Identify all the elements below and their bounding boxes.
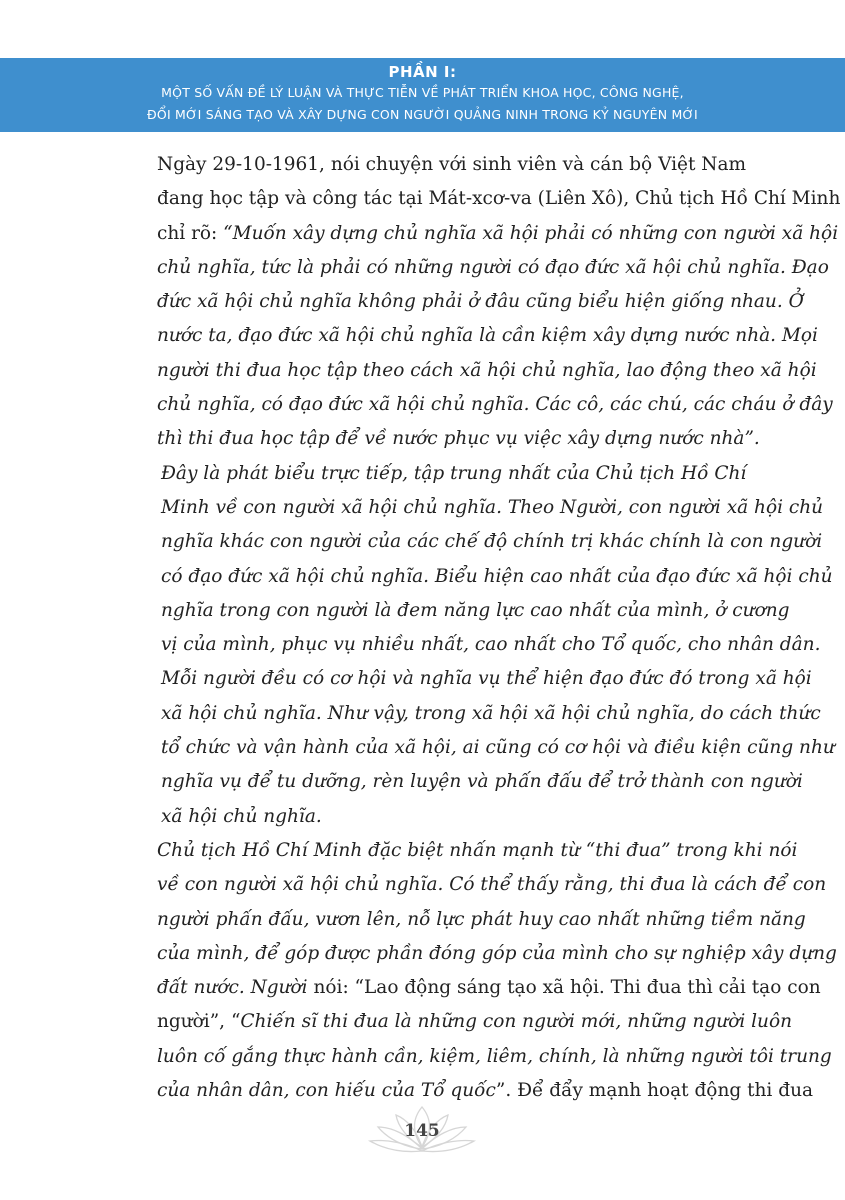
text-line [113,217,839,251]
paragraph-3 [113,834,837,1108]
page-number: 145 [404,1121,440,1141]
text-line: đức xã hội chủ nghĩa không phải ở đâu cũng biểu hiện giống nhau. Ở [157,291,804,313]
text-run: người”, “ [157,1011,241,1033]
section-header [0,58,845,132]
text-line: có đạo đức xã hội chủ nghĩa. Biểu hiện cao nhất của đạo đức xã hội chủ [161,565,833,587]
text-run: ”. Để đẩy mạnh hoạt động thi đua [495,1080,814,1102]
text-line: người thi đua học tập theo cách xã hội chủ nghĩa, lao động theo xã hội [157,359,817,381]
text-line: Minh về con người xã hội chủ nghĩa. Theo Người, con người xã hội chủ [161,496,824,518]
text-line: thì thi đua học tập để về nước phục vụ việc xây dựng nước nhà”. [157,428,760,450]
text-line [113,1005,793,1039]
section-subtitle-line-2: ĐỔI MỚI SÁNG TẠO VÀ XÂY DỰNG CON NGƯỜI QUẢNG NINH TRONG KỶ NGUYÊN MỚI [147,107,698,122]
text-line: nghĩa khác con người của các chế độ chính trị khác chính là con người [161,531,823,553]
text-line: chủ nghĩa, có đạo đức xã hội chủ nghĩa. Các cô, các chú, các cháu ở đây [157,394,833,416]
text-line: của mình, để góp được phần đóng góp của mình cho sự nghiệp xây dựng [157,942,837,964]
quote-run: nói: “Lao động sáng tạo xã hội. Thi đua thì cải tạo con [313,977,821,999]
text-line: nghĩa trong con người là đem năng lực cao nhất của mình, ở cương [161,599,790,621]
text-line: nước ta, đạo đức xã hội chủ nghĩa là cần kiệm xây dựng nước nhà. Mọi [157,325,818,347]
text-line: nghĩa vụ để tu dưỡng, rèn luyện và phấn đấu để trở thành con người [161,771,803,793]
quote-run: “Muốn xây dựng chủ nghĩa xã hội phải có những con người xã hội [223,222,839,244]
quote-run: Chiến sĩ thi đua là những con người mới, những người luôn [240,1011,793,1033]
body-text [113,148,841,1108]
text-line: luôn cố gắng thực hành cần, kiệm, liêm, chính, là những người tôi trung [157,1045,832,1067]
text-line: vị của mình, phục vụ nhiều nhất, cao nhất cho Tổ quốc, cho nhân dân. [161,634,821,656]
text-line: xã hội chủ nghĩa. [161,805,322,827]
text-line: xã hội chủ nghĩa. Như vậy, trong xã hội xã hội chủ nghĩa, do cách thức [161,702,821,724]
text-line: tổ chức và vận hành của xã hội, ai cũng có cơ hội và điều kiện cũng như [161,737,835,759]
text-line: đang học tập và công tác tại Mát-xcơ-va (Liên Xô), Chủ tịch Hồ Chí Minh [157,188,841,210]
text-line: Ngày 29-10-1961, nói chuyện với sinh viên và cán bộ Việt Nam [157,154,747,175]
text-line: Mỗi người đều có cơ hội và nghĩa vụ thể hiện đạo đức đó trong xã hội [161,668,812,690]
paragraph-1 [113,148,841,457]
section-subtitle-line-1: MỘT SỐ VẤN ĐỀ LÝ LUẬN VÀ THỰC TIỄN VỀ PHÁT TRIỂN KHOA HỌC, CÔNG NGHỆ, [161,85,684,100]
text-line: Đây là phát biểu trực tiếp, tập trung nhất của Chủ tịch Hồ Chí [161,462,747,484]
part-title: PHẦN I: [388,63,457,81]
text-run: chỉ rõ: [157,222,224,244]
paragraph-2 [113,457,835,834]
text-line [113,971,821,1005]
text-line: chủ nghĩa, tức là phải có những người có đạo đức xã hội chủ nghĩa. Đạo [157,256,829,278]
text-line: người phấn đấu, vươn lên, nỗ lực phát huy cao nhất những tiềm năng [157,908,806,930]
page-footer [362,1103,482,1163]
text-run: đất nước. Người [157,977,314,999]
quote-run: của nhân dân, con hiếu của Tổ quốc [157,1080,496,1102]
text-line: về con người xã hội chủ nghĩa. Có thể thấy rằng, thi đua là cách để con [157,874,827,896]
text-line: Chủ tịch Hồ Chí Minh đặc biệt nhấn mạnh từ “thi đua” trong khi nói [157,839,798,861]
